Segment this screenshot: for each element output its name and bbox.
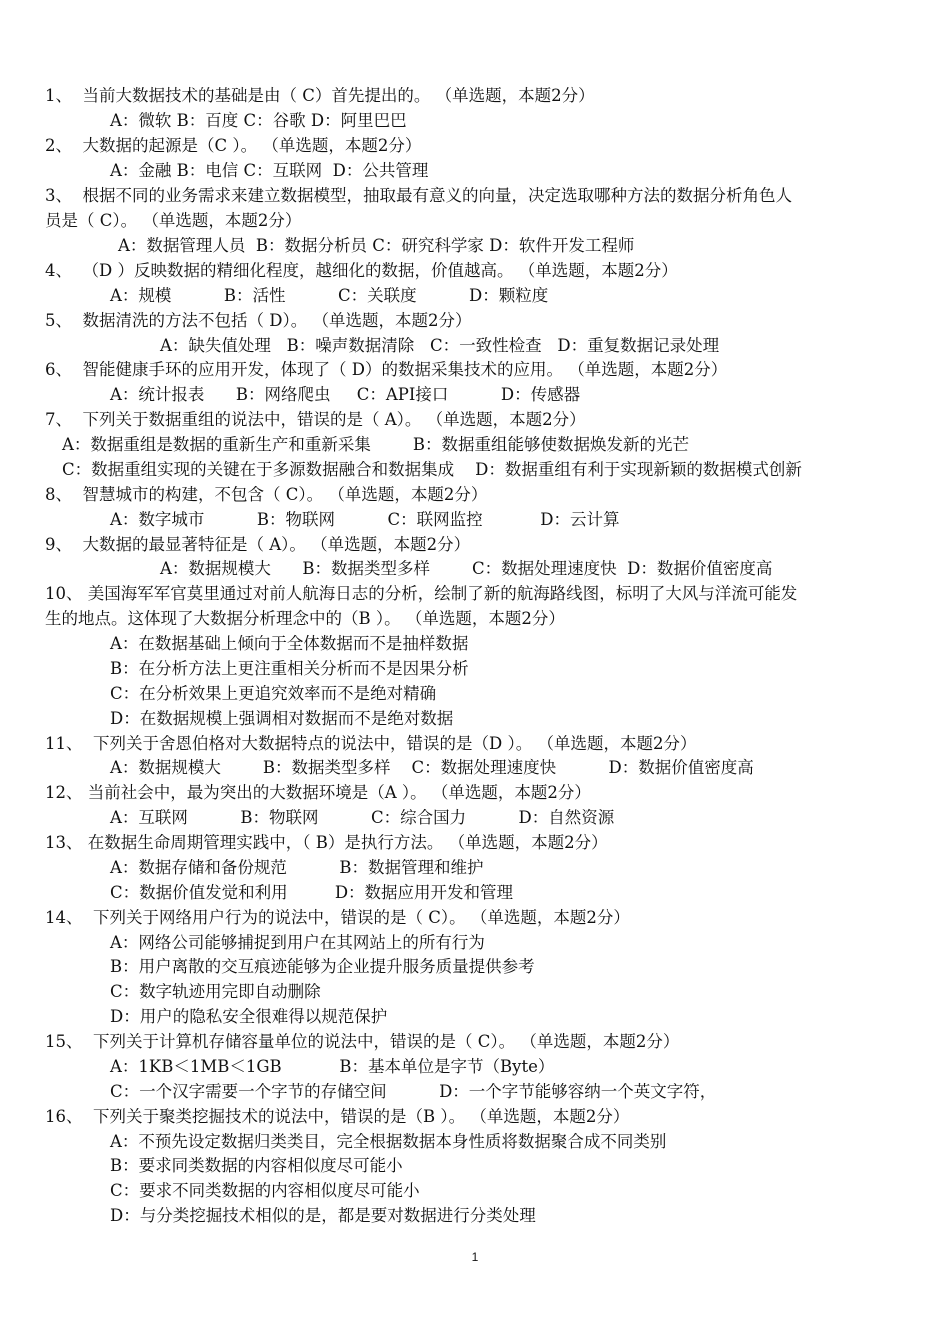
text-line: 7、 下列关于数据重组的说法中，错误的是（ A）。 （单选题，本题2分） [45,410,586,429]
text-line: D：在数据规模上强调相对数据而不是绝对数据 [110,709,454,728]
text-line: A：数据重组是数据的重新生产和重新采集 B：数据重组能够使数据焕发新的光芒 [62,435,689,454]
text-line: A：数据规模大 B：数据类型多样 C：数据处理速度快 D：数据价值密度高 [160,559,773,578]
text-line: C：在分析效果上更追究效率而不是绝对精确 [110,684,437,703]
text-line: 员是（ C）。 （单选题，本题2分） [45,211,302,230]
text-line: C：数据价值发觉和利用 D：数据应用开发和管理 [110,883,514,902]
text-line: D：与分类挖掘技术相似的是，都是要对数据进行分类处理 [110,1206,536,1225]
text-line: 5、 数据清洗的方法不包括（ D）。 （单选题，本题2分） [45,311,472,330]
text-line: A：数据存储和备份规范 B：数据管理和维护 [110,858,484,877]
text-line: 8、 智慧城市的构建，不包含（ C）。 （单选题，本题2分） [45,485,488,504]
text-line: A：缺失值处理 B：噪声数据清除 C：一致性检查 D：重复数据记录处理 [160,336,720,355]
text-line: 生的地点。这体现了大数据分析理念中的（B ）。 （单选题，本题2分） [45,609,565,628]
text-line: C：数字轨迹用完即自动删除 [110,982,321,1001]
text-line: 6、 智能健康手环的应用开发，体现了（ D）的数据采集技术的应用。 （单选题，本题2分） [45,360,728,379]
text-line: A：统计报表 B：网络爬虫 C：API接口 D：传感器 [110,385,581,404]
text-line: 4、 （D ）反映数据的精细化程度，越细化的数据，价值越高。 （单选题，本题2分） [45,261,678,280]
text-line: 1、 当前大数据技术的基础是由（ C）首先提出的。 （单选题，本题2分） [45,86,595,105]
text-line: 15、 下列关于计算机存储容量单位的说法中，错误的是（ C）。 （单选题，本题2分） [45,1032,680,1051]
text-line: 3、 根据不同的业务需求来建立数据模型，抽取最有意义的向量，决定选取哪种方法的数据分析角色人 [45,186,792,205]
text-line: 9、 大数据的最显著特征是（ A）。 （单选题，本题2分） [45,535,471,554]
text-line: 14、 下列关于网络用户行为的说法中，错误的是（ C）。 （单选题，本题2分） [45,908,630,927]
text-line: A：在数据基础上倾向于全体数据而不是抽样数据 [110,634,469,653]
text-line: B：用户离散的交互痕迹能够为企业提升服务质量提供参考 [110,957,535,976]
text-line: 10、 美国海军军官莫里通过对前人航海日志的分析，绘制了新的航海路线图，标明了大风与洋流可能发 [45,584,798,603]
text-line: 13、 在数据生命周期管理实践中，（ B）是执行方法。 （单选题，本题2分） [45,833,608,852]
text-line: C：一个汉字需要一个字节的存储空间 D：一个字节能够容纳一个英文字符， [110,1082,717,1101]
text-line: A：微软 B：百度 C：谷歌 D：阿里巴巴 [110,111,407,130]
text-line: 2、 大数据的起源是（C ）。 （单选题，本题2分） [45,136,422,155]
text-line: A：网络公司能够捕捉到用户在其网站上的所有行为 [110,933,485,952]
text-line: 11、 下列关于舍恩伯格对大数据特点的说法中，错误的是（D ）。 （单选题，本题2分） [45,734,697,753]
text-line: A：金融 B：电信 C：互联网 D：公共管理 [110,161,429,180]
text-line: C：要求不同类数据的内容相似度尽可能小 [110,1181,420,1200]
text-line: A：不预先设定数据归类类目，完全根据数据本身性质将数据聚合成不同类别 [110,1132,667,1151]
page-number: 1 [471,1250,479,1264]
text-line: B：要求同类数据的内容相似度尽可能小 [110,1156,403,1175]
text-line: B：在分析方法上更注重相关分析而不是因果分析 [110,659,469,678]
text-line: A：1KB＜1MB＜1GB B：基本单位是字节（Byte） [110,1057,555,1076]
text-line: 16、 下列关于聚类挖掘技术的说法中，错误的是（B ）。 （单选题，本题2分） [45,1107,630,1126]
text-line: A：规模 B：活性 C：关联度 D：颗粒度 [110,286,549,305]
text-line: A：数据规模大 B：数据类型多样 C：数据处理速度快 D：数据价值密度高 [110,758,754,777]
text-line: A：数据管理人员 B：数据分析员 C：研究科学家 D：软件开发工程师 [118,236,635,255]
text-line: D：用户的隐私安全很难得以规范保护 [110,1007,388,1026]
text-line: A：互联网 B：物联网 C：综合国力 D：自然资源 [110,808,615,827]
text-line: A：数字城市 B：物联网 C：联网监控 D：云计算 [110,510,620,529]
text-line: 12、 当前社会中，最为突出的大数据环境是（A ）。 （单选题，本题2分） [45,783,591,802]
text-line: C：数据重组实现的关键在于多源数据融合和数据集成 D：数据重组有利于实现新颖的数据模式创新 [62,460,802,479]
